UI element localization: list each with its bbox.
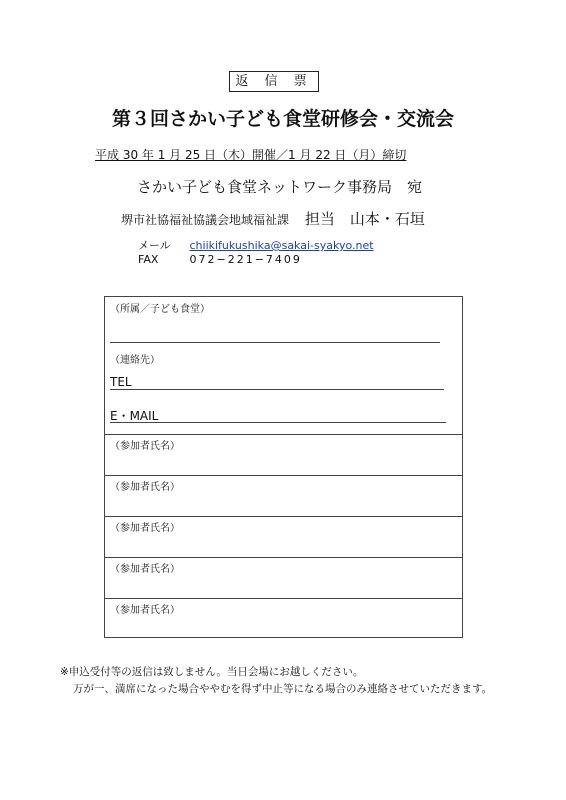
participant-row-separator [105, 475, 462, 476]
addressee-office: さかい子ども食堂ネットワーク事務局 宛 [137, 178, 423, 196]
contact-person: 担当 山本・石垣 [304, 210, 425, 228]
reply-slip-title: 返 信 票 [229, 71, 319, 92]
note-line-1: ※申込受付等の返信は致しません。当日会場にお越しください。 [60, 666, 364, 678]
participant-name-label: （参加者氏名） [110, 523, 180, 534]
reply-form [104, 296, 463, 638]
tel-label: TEL [110, 375, 132, 389]
affiliation-label: （所属／子ども食堂） [110, 304, 210, 315]
participant-name-label: （参加者氏名） [110, 482, 180, 493]
event-date-deadline: 平成 30 年 1 月 25 日（木）開催／1 月 22 日（月）締切 [95, 148, 407, 162]
fax-row [138, 253, 302, 266]
participant-name-label: （参加者氏名） [110, 564, 180, 575]
department-line [121, 208, 425, 229]
participant-name-label: （参加者氏名） [110, 441, 180, 452]
participant-row-separator [105, 557, 462, 558]
contact-label: （連絡先） [110, 355, 160, 366]
participant-row-separator [105, 516, 462, 517]
email-input-line[interactable] [110, 422, 446, 423]
mail-label: メール [138, 239, 171, 252]
fax-label: FAX [138, 253, 159, 266]
note-line-2: 万が一、満席になった場合ややむを得ず中止等になる場合のみ連絡させていただきます。 [73, 683, 493, 695]
participant-row-separator [105, 434, 462, 435]
mail-address-link[interactable]: chiikifukushika@sakai-syakyo.net [189, 239, 374, 252]
participant-name-label: （参加者氏名） [110, 605, 180, 616]
affiliation-input-line[interactable] [110, 342, 440, 343]
fax-number: 072−221−7409 [189, 253, 302, 266]
participant-row-separator [105, 598, 462, 599]
email-label: E・MAIL [110, 409, 159, 423]
event-title: 第３回さかい子ども食堂研修会・交流会 [111, 108, 454, 130]
department-name: 堺市社協福祉協議会地域福祉課 [121, 213, 290, 227]
tel-input-line[interactable] [110, 389, 444, 390]
mail-row [138, 237, 374, 253]
